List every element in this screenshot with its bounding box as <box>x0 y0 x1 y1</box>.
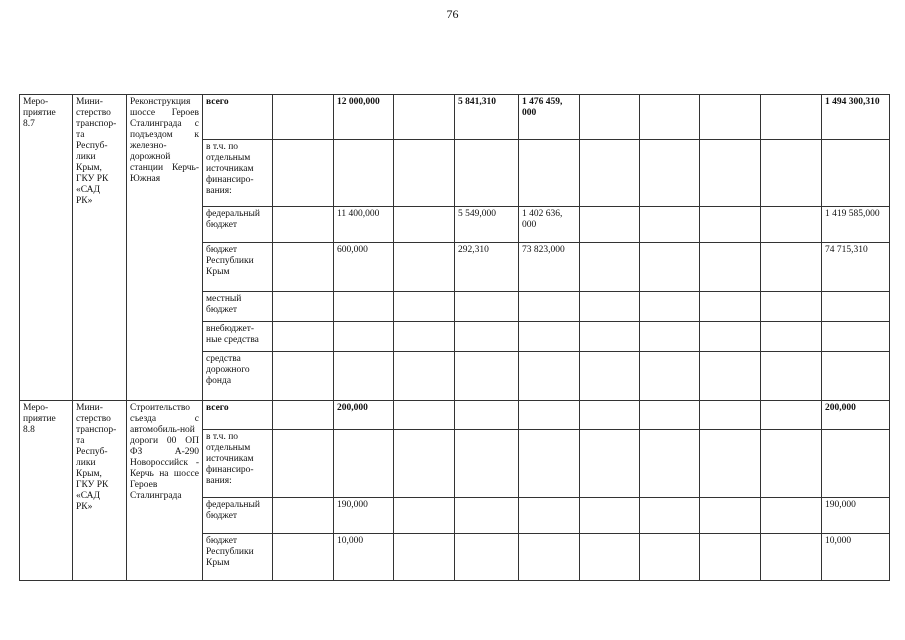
event-cell: Меро- приятие 8.7 <box>20 95 73 401</box>
amount-cell <box>334 322 394 352</box>
amount-cell <box>519 401 580 430</box>
amount-cell <box>700 95 761 140</box>
amount-cell <box>455 498 519 534</box>
funding-source-cell: внебюджет- ные средства <box>203 322 273 352</box>
amount-cell <box>640 140 700 207</box>
amount-cell: 11 400,000 <box>334 207 394 243</box>
amount-cell <box>580 207 640 243</box>
amount-cell <box>640 207 700 243</box>
amount-cell <box>273 534 334 581</box>
amount-cell <box>640 95 700 140</box>
amount-cell <box>761 243 822 292</box>
amount-cell <box>273 292 334 322</box>
amount-cell <box>455 352 519 401</box>
amount-cell <box>580 322 640 352</box>
amount-cell <box>700 498 761 534</box>
amount-cell <box>700 322 761 352</box>
amount-cell <box>761 292 822 322</box>
funding-source-cell: в т.ч. по отдельным источникам финансиро- вания: <box>203 140 273 207</box>
financing-table <box>19 94 890 581</box>
funding-source-cell: всего <box>203 95 273 140</box>
amount-cell <box>700 243 761 292</box>
amount-cell <box>519 352 580 401</box>
amount-cell: 1 476 459, 000 <box>519 95 580 140</box>
amount-cell <box>273 207 334 243</box>
amount-cell <box>761 207 822 243</box>
total-cell <box>822 322 890 352</box>
amount-cell: 1 402 636, 000 <box>519 207 580 243</box>
amount-cell <box>394 243 455 292</box>
amount-cell <box>580 401 640 430</box>
amount-cell: 12 000,000 <box>334 95 394 140</box>
amount-cell <box>519 322 580 352</box>
amount-cell <box>761 95 822 140</box>
amount-cell <box>455 140 519 207</box>
amount-cell <box>640 243 700 292</box>
amount-cell <box>394 352 455 401</box>
amount-cell <box>580 140 640 207</box>
total-cell: 190,000 <box>822 498 890 534</box>
total-cell: 200,000 <box>822 401 890 430</box>
amount-cell <box>519 292 580 322</box>
amount-cell <box>761 322 822 352</box>
amount-cell: 5 549,000 <box>455 207 519 243</box>
amount-cell <box>640 401 700 430</box>
amount-cell <box>455 292 519 322</box>
amount-cell <box>394 322 455 352</box>
amount-cell <box>580 243 640 292</box>
amount-cell <box>700 352 761 401</box>
total-cell: 1 494 300,310 <box>822 95 890 140</box>
funding-source-cell: федеральный бюджет <box>203 498 273 534</box>
event-cell: Меро- приятие 8.8 <box>20 401 73 581</box>
amount-cell <box>394 95 455 140</box>
total-cell <box>822 430 890 498</box>
amount-cell <box>273 430 334 498</box>
amount-cell <box>700 140 761 207</box>
amount-cell <box>761 534 822 581</box>
amount-cell <box>519 534 580 581</box>
amount-cell <box>700 292 761 322</box>
amount-cell <box>334 292 394 322</box>
executor-cell: Мини- стерство транспор- та Респуб- лики Крым, ГКУ РК «САД РК» <box>73 95 127 401</box>
amount-cell <box>580 95 640 140</box>
object-cell: Строительство съезда с автомобиль-ной дороги 00 ОП ФЗ А-290 Новороссийск - Керчь на шоссе Героев Сталинграда <box>127 401 203 581</box>
amount-cell: 190,000 <box>334 498 394 534</box>
executor-cell: Мини- стерство транспор- та Респуб- лики Крым, ГКУ РК «САД РК» <box>73 401 127 581</box>
amount-cell <box>640 352 700 401</box>
amount-cell <box>640 430 700 498</box>
amount-cell <box>700 401 761 430</box>
funding-source-cell: средства дорожного фонда <box>203 352 273 401</box>
amount-cell: 73 823,000 <box>519 243 580 292</box>
amount-cell <box>519 498 580 534</box>
amount-cell <box>273 243 334 292</box>
funding-source-cell: бюджет Республики Крым <box>203 243 273 292</box>
amount-cell <box>394 292 455 322</box>
page-number: 76 <box>446 7 459 21</box>
amount-cell <box>761 140 822 207</box>
funding-source-cell: всего <box>203 401 273 430</box>
amount-cell <box>640 498 700 534</box>
object-cell: Реконструкция шоссе Героев Сталинграда с подъездом к железно-дорожной станции Керчь-Южная <box>127 95 203 401</box>
funding-source-cell: федеральный бюджет <box>203 207 273 243</box>
amount-cell <box>700 534 761 581</box>
amount-cell <box>761 401 822 430</box>
amount-cell: 200,000 <box>334 401 394 430</box>
amount-cell <box>580 430 640 498</box>
amount-cell <box>455 401 519 430</box>
amount-cell <box>640 322 700 352</box>
funding-source-cell: в т.ч. по отдельным источникам финансиро- вания: <box>203 430 273 498</box>
amount-cell <box>761 430 822 498</box>
amount-cell <box>580 498 640 534</box>
amount-cell: 600,000 <box>334 243 394 292</box>
table-row <box>20 401 890 430</box>
amount-cell <box>394 498 455 534</box>
amount-cell <box>273 322 334 352</box>
total-cell <box>822 292 890 322</box>
funding-source-cell: местный бюджет <box>203 292 273 322</box>
amount-cell <box>394 430 455 498</box>
amount-cell <box>455 534 519 581</box>
amount-cell <box>455 430 519 498</box>
total-cell: 74 715,310 <box>822 243 890 292</box>
amount-cell <box>455 322 519 352</box>
amount-cell <box>580 534 640 581</box>
amount-cell <box>394 401 455 430</box>
amount-cell <box>273 95 334 140</box>
amount-cell <box>519 430 580 498</box>
amount-cell <box>700 207 761 243</box>
amount-cell <box>273 352 334 401</box>
amount-cell <box>580 352 640 401</box>
amount-cell <box>700 430 761 498</box>
funding-source-cell: бюджет Республики Крым <box>203 534 273 581</box>
total-cell: 10,000 <box>822 534 890 581</box>
amount-cell: 5 841,310 <box>455 95 519 140</box>
amount-cell <box>761 498 822 534</box>
amount-cell <box>640 292 700 322</box>
amount-cell <box>519 140 580 207</box>
amount-cell <box>640 534 700 581</box>
amount-cell <box>580 292 640 322</box>
amount-cell <box>273 498 334 534</box>
amount-cell <box>273 140 334 207</box>
amount-cell: 10,000 <box>334 534 394 581</box>
amount-cell <box>394 207 455 243</box>
amount-cell <box>334 352 394 401</box>
total-cell <box>822 140 890 207</box>
amount-cell: 292,310 <box>455 243 519 292</box>
total-cell <box>822 352 890 401</box>
amount-cell <box>334 430 394 498</box>
amount-cell <box>761 352 822 401</box>
table-row <box>20 95 890 140</box>
amount-cell <box>394 534 455 581</box>
amount-cell <box>394 140 455 207</box>
total-cell: 1 419 585,000 <box>822 207 890 243</box>
amount-cell <box>273 401 334 430</box>
amount-cell <box>334 140 394 207</box>
